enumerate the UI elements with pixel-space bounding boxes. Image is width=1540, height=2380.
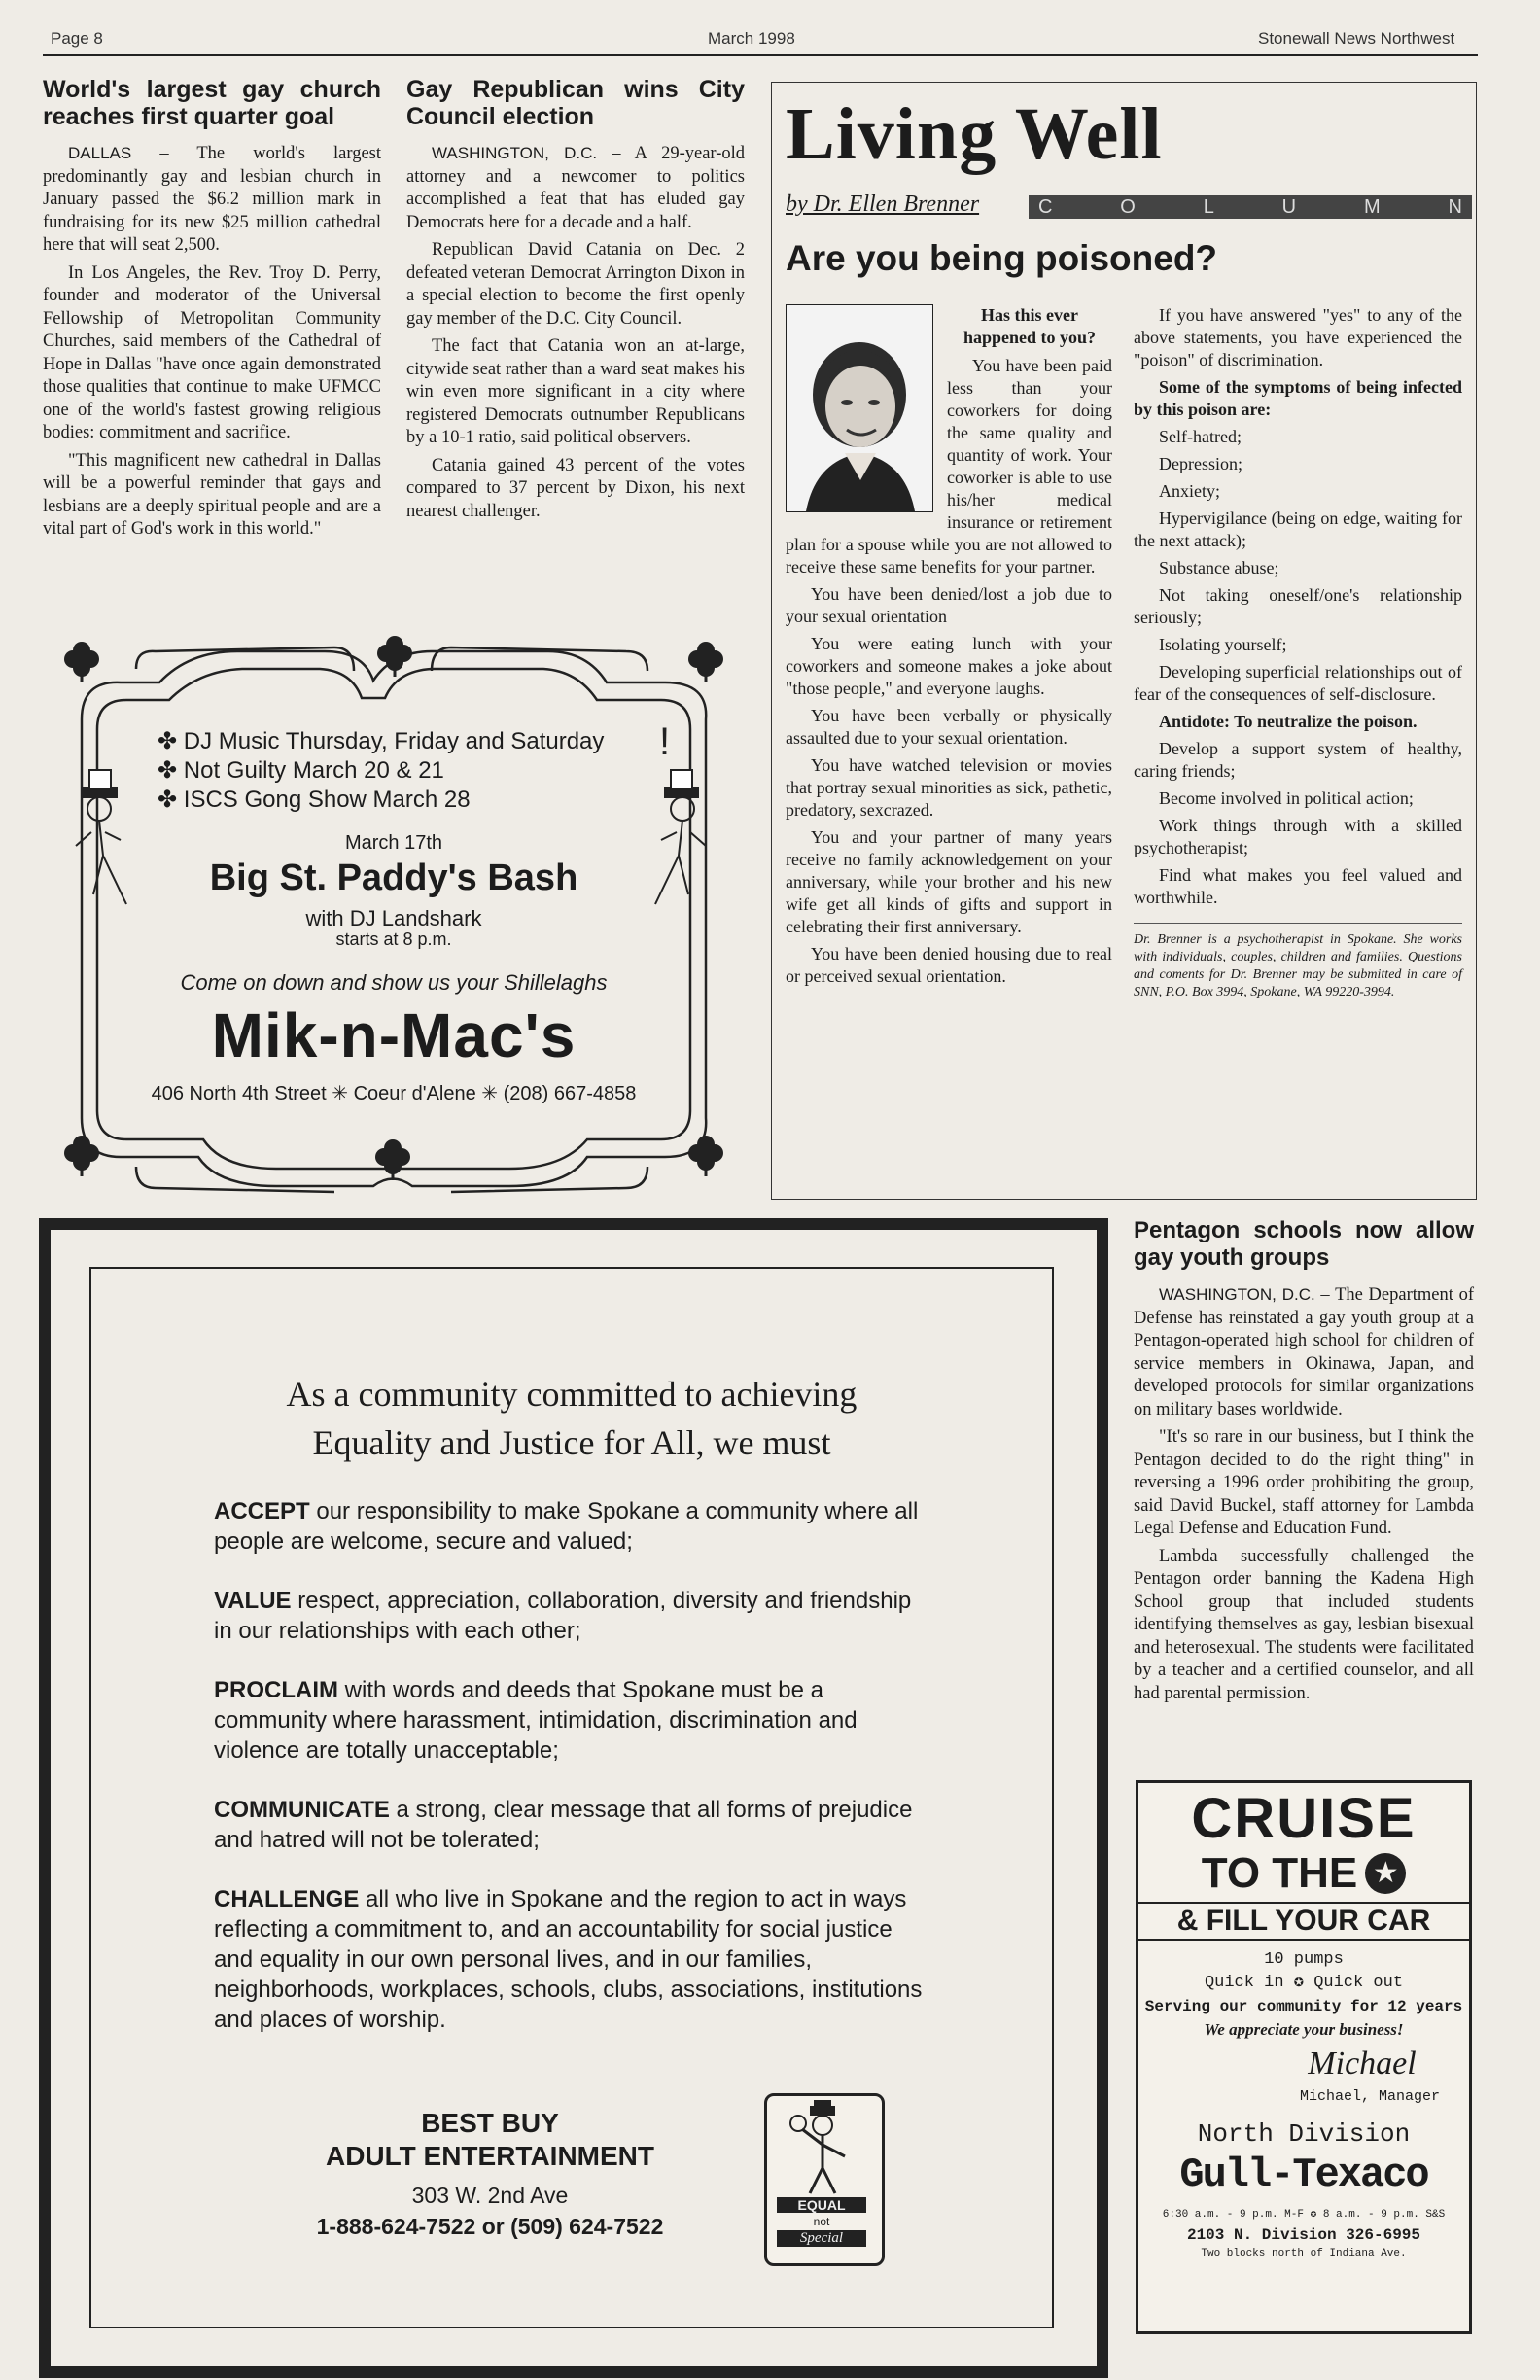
event-date: March 17th: [344, 832, 443, 854]
article-paragraph: – The world's largest predominantly gay and lesbian church in January passed the $6.2 million mark in fundraising for its new $25 million cathedral here that will seat 2,500.: [43, 144, 381, 255]
article-paragraph: Lambda successfully challenged the Pentagon order banning the Kadena High School group that included students identifying themselves as gay, lesbian bisexual and heterosexual. The students were facilitated by a teacher and a certified counselor, and all had parental permission.: [1134, 1546, 1474, 1703]
column-right-text: [1134, 304, 1462, 1001]
article-gay-republican: [406, 76, 745, 528]
pledge-item: CHALLENGE all who live in Spokane and the region to act in ways reflecting a commitment to, and an accountability for social justice and equality in our own personal lives, and in our families, neighborhoods, workplaces, schools, clubs, associations, institutions and places of worship.: [214, 1886, 923, 2033]
symptom-item: Not taking oneself/one's relationship seriously;: [1134, 585, 1462, 627]
article-pentagon-schools: [1134, 1217, 1474, 1710]
pledge-item: PROCLAIM with words and deeds that Spokane must be a community where harassment, intimidation, discrimination and violence are totally unacceptable;: [214, 1677, 858, 1764]
symptom-item: Anxiety;: [1159, 481, 1220, 501]
scroll-frame-illustration: [43, 612, 745, 1196]
header-rule: [43, 54, 1478, 56]
column-paragraph: You have watched television or movies that portray sexual minorities as sick, pathetic, predatory, sexcrazed.: [786, 755, 1112, 820]
to-the-heading: TO THE: [1201, 1849, 1358, 1897]
sponsor-phones: 1-888-624-7522 or (509) 624-7522: [316, 2214, 664, 2239]
sponsor-name: BEST BUY ADULT ENTERTAINMENT: [325, 2108, 655, 2171]
article-headline: Gay Republican wins City Council election: [406, 76, 745, 130]
symptom-item: Self-hatred;: [1159, 427, 1242, 446]
author-photo: [786, 304, 933, 512]
pledge-list: [214, 1496, 933, 2035]
column-left-text: [786, 304, 1112, 993]
article-paragraph: The fact that Catania won an at-large, citywide seat rather than a ward seat makes his win even more significant in a city where registered Democrats outnumber Republicans by a 10-1 ratio, said political observers.: [406, 336, 745, 447]
article-paragraph: – A 29-year-old attorney and a newcomer to politics accomplished a feat that has eluded gay Democrats here for a decade and a half.: [406, 144, 745, 232]
column-label-bar: C O L U M N: [1029, 195, 1472, 219]
article-paragraph: "This magnificent new cathedral in Dallas will be a powerful reminder that gays and lesbians are a deeply spiritual people and are a vital part of God's work in this world.": [43, 450, 381, 539]
ad-tagline: Come on down and show us your Shillelaghs: [180, 970, 608, 995]
column-question: Are you being poisoned?: [786, 238, 1218, 278]
antidote-item: Work things through with a skilled psychotherapist;: [1134, 816, 1462, 858]
living-well-column: [771, 82, 1477, 1200]
column-paragraph: You were eating lunch with your coworkers and someone makes a joke about "those people," and everyone laughs.: [786, 634, 1112, 698]
fill-your-car: & FILL YOUR CAR: [1138, 1902, 1469, 1941]
appreciate-line: We appreciate your business!: [1204, 2020, 1404, 2039]
column-paragraph: If you have answered "yes" to any of the above statements, you have experienced the "poison" of discrimination.: [1134, 305, 1462, 369]
mik-n-macs-ad: [43, 612, 745, 1196]
article-paragraph: In Los Angeles, the Rev. Troy D. Perry, founder and moderator of the Universal Fellowship of Metropolitan Community Churches, said members of the Cathedral of Hope in Dallas "have once again demonstrated those qualities that continue to make UFMCC one of the world's fastest growing religious bodies: commitment and sacrifice.: [43, 262, 381, 442]
bar-name: Mik-n-Mac's: [211, 1000, 577, 1070]
dateline: DALLAS: [68, 144, 132, 162]
column-paragraph: You and your partner of many years receive no family acknowledgement on your anniversary, while your brother and his new wife get all kinds of gifts and support in celebrating their first anniversary.: [786, 827, 1112, 936]
event-item: ✤ DJ Music Thursday, Friday and Saturday: [158, 728, 605, 754]
bar-address: 406 North 4th Street ✳ Coeur d'Alene ✳ (208) 667-4858: [151, 1083, 637, 1104]
column-paragraph: You have been denied housing due to real or perceived sexual orientation.: [786, 944, 1112, 986]
serving-years: Serving our community for 12 years: [1144, 1998, 1463, 2015]
column-paragraph: You have been denied/lost a job due to your sexual orientation: [786, 584, 1112, 626]
symptom-item: Developing superficial relationships out of fear of the consequences of self-disclosure.: [1134, 662, 1462, 704]
event-list: [158, 727, 604, 815]
svg-text:!: !: [659, 720, 671, 763]
symptoms-head: Some of the symptoms of being infected by this poison are:: [1134, 377, 1462, 419]
column-paragraph: You have been verbally or physically assaulted due to your sexual orientation.: [786, 706, 1112, 748]
manager-name: Michael, Manager: [1299, 2088, 1440, 2105]
antidote-head: Antidote: To neutralize the poison.: [1159, 712, 1418, 731]
subhead: Has this ever happened to you?: [962, 305, 1097, 347]
antidote-item: Develop a support system of healthy, caring friends;: [1134, 739, 1462, 781]
article-paragraph: Republican David Catania on Dec. 2 defeated veteran Democrat Arrington Dixon in a special election to become the first openly gay member of the D.C. City Council.: [406, 240, 745, 329]
dateline: WASHINGTON, D.C.: [1159, 1285, 1315, 1304]
quick-in-out: Quick in ✪ Quick out: [1204, 1974, 1404, 1992]
paper-name: Stonewall News Northwest: [1258, 29, 1455, 48]
pledge-item: ACCEPT our responsibility to make Spokane a community where all people are welcome, secure and valued;: [214, 1498, 919, 1555]
issue-date: March 1998: [708, 29, 795, 48]
event-with: with DJ Landshark: [305, 906, 482, 930]
cruise-heading: CRUISE: [1191, 1787, 1417, 1850]
symptom-item: Substance abuse;: [1159, 558, 1279, 578]
article-paragraph: Catania gained 43 percent of the votes compared to 37 percent by Dixon, his next nearest challenger.: [406, 455, 745, 521]
symptom-item: Hypervigilance (being on edge, waiting for the next attack);: [1134, 508, 1462, 550]
symptom-item: Isolating yourself;: [1159, 635, 1287, 654]
symptom-item: Depression;: [1159, 454, 1242, 473]
ad-heading: As a community committed to achieving Equality and Justice for All, we must: [286, 1375, 858, 1462]
article-gay-church: [43, 76, 381, 546]
shamrock-icon: ✤: [158, 757, 184, 784]
gull-texaco-ad: [1136, 1780, 1472, 2334]
column-title: Living Well: [786, 93, 1163, 175]
equal-not-special-logo: EQUAL not Special: [764, 2093, 885, 2266]
station-hours: 6:30 a.m. - 9 p.m. M-F ✪ 8 a.m. - 9 p.m. S&S: [1162, 2209, 1446, 2221]
antidote-item: Become involved in political action;: [1159, 788, 1414, 808]
article-headline: World's largest gay church reaches first quarter goal: [43, 76, 381, 130]
star-icon: ★: [1365, 1853, 1406, 1894]
pumps: 10 pumps: [1264, 1950, 1344, 1969]
byline: by Dr. Ellen Brenner: [786, 192, 980, 217]
gull-texaco-brand: Gull-Texaco: [1179, 2152, 1428, 2198]
shamrock-icon: ✤: [158, 728, 184, 754]
dateline: WASHINGTON, D.C.: [432, 144, 598, 162]
shamrock-icon: ✤: [158, 787, 184, 813]
event-title: Big St. Paddy's Bash: [209, 858, 578, 898]
manager-signature: Michael: [1308, 2046, 1417, 2082]
article-headline: Pentagon schools now allow gay youth groups: [1134, 1217, 1474, 1271]
community-ad: [89, 1267, 1054, 2328]
column-paragraph: You have been paid less than your coworkers for doing the same quality and quantity of work. Your coworker is able to use his/her medical insurance or retirement plan for a spouse while you are not allowed to receive these same benefits for your partner.: [786, 356, 1112, 577]
author-note: Dr. Brenner is a psychotherapist in Spokane. She works with individuals, couples, children and families. Questions and coments for Dr. Brenner may be submitted in care of SNN, P.O. Box 3994, Spokane, WA 99220-3994.: [1134, 923, 1462, 1001]
article-paragraph: – The Department of Defense has reinstated a gay youth group at a Pentagon-operated high school for children of service members in Okinawa, Japan, and developed protocols for similar organizations on military bases worldwide.: [1134, 1285, 1474, 1419]
station-street: 2103 N. Division 326-6995: [1186, 2226, 1421, 2244]
article-paragraph: "It's so rare in our business, but I think the Pentagon decided to do the right thing" in reversing a 1996 order prohibiting the group, said David Buckel, staff attorney for Lambda Legal Defense and Education Fund.: [1134, 1427, 1474, 1538]
event-time: starts at 8 p.m.: [335, 929, 452, 949]
event-item: ✤ ISCS Gong Show March 28: [158, 787, 471, 813]
antidote-item: Find what makes you feel valued and worthwhile.: [1134, 865, 1462, 907]
sponsor-address: 303 W. 2nd Ave: [411, 2183, 569, 2208]
station-directions: Two blocks north of Indiana Ave.: [1201, 2248, 1407, 2259]
page-number: Page 8: [51, 29, 103, 48]
event-item: ✤ Not Guilty March 20 & 21: [158, 757, 444, 784]
pledge-item: COMMUNICATE a strong, clear message that all forms of prejudice and hatred will not be tolerated;: [214, 1797, 913, 1853]
north-division: North Division: [1197, 2119, 1411, 2149]
pledge-item: VALUE respect, appreciation, collaboration, diversity and friendship in our relationships with each other;: [214, 1588, 912, 1644]
